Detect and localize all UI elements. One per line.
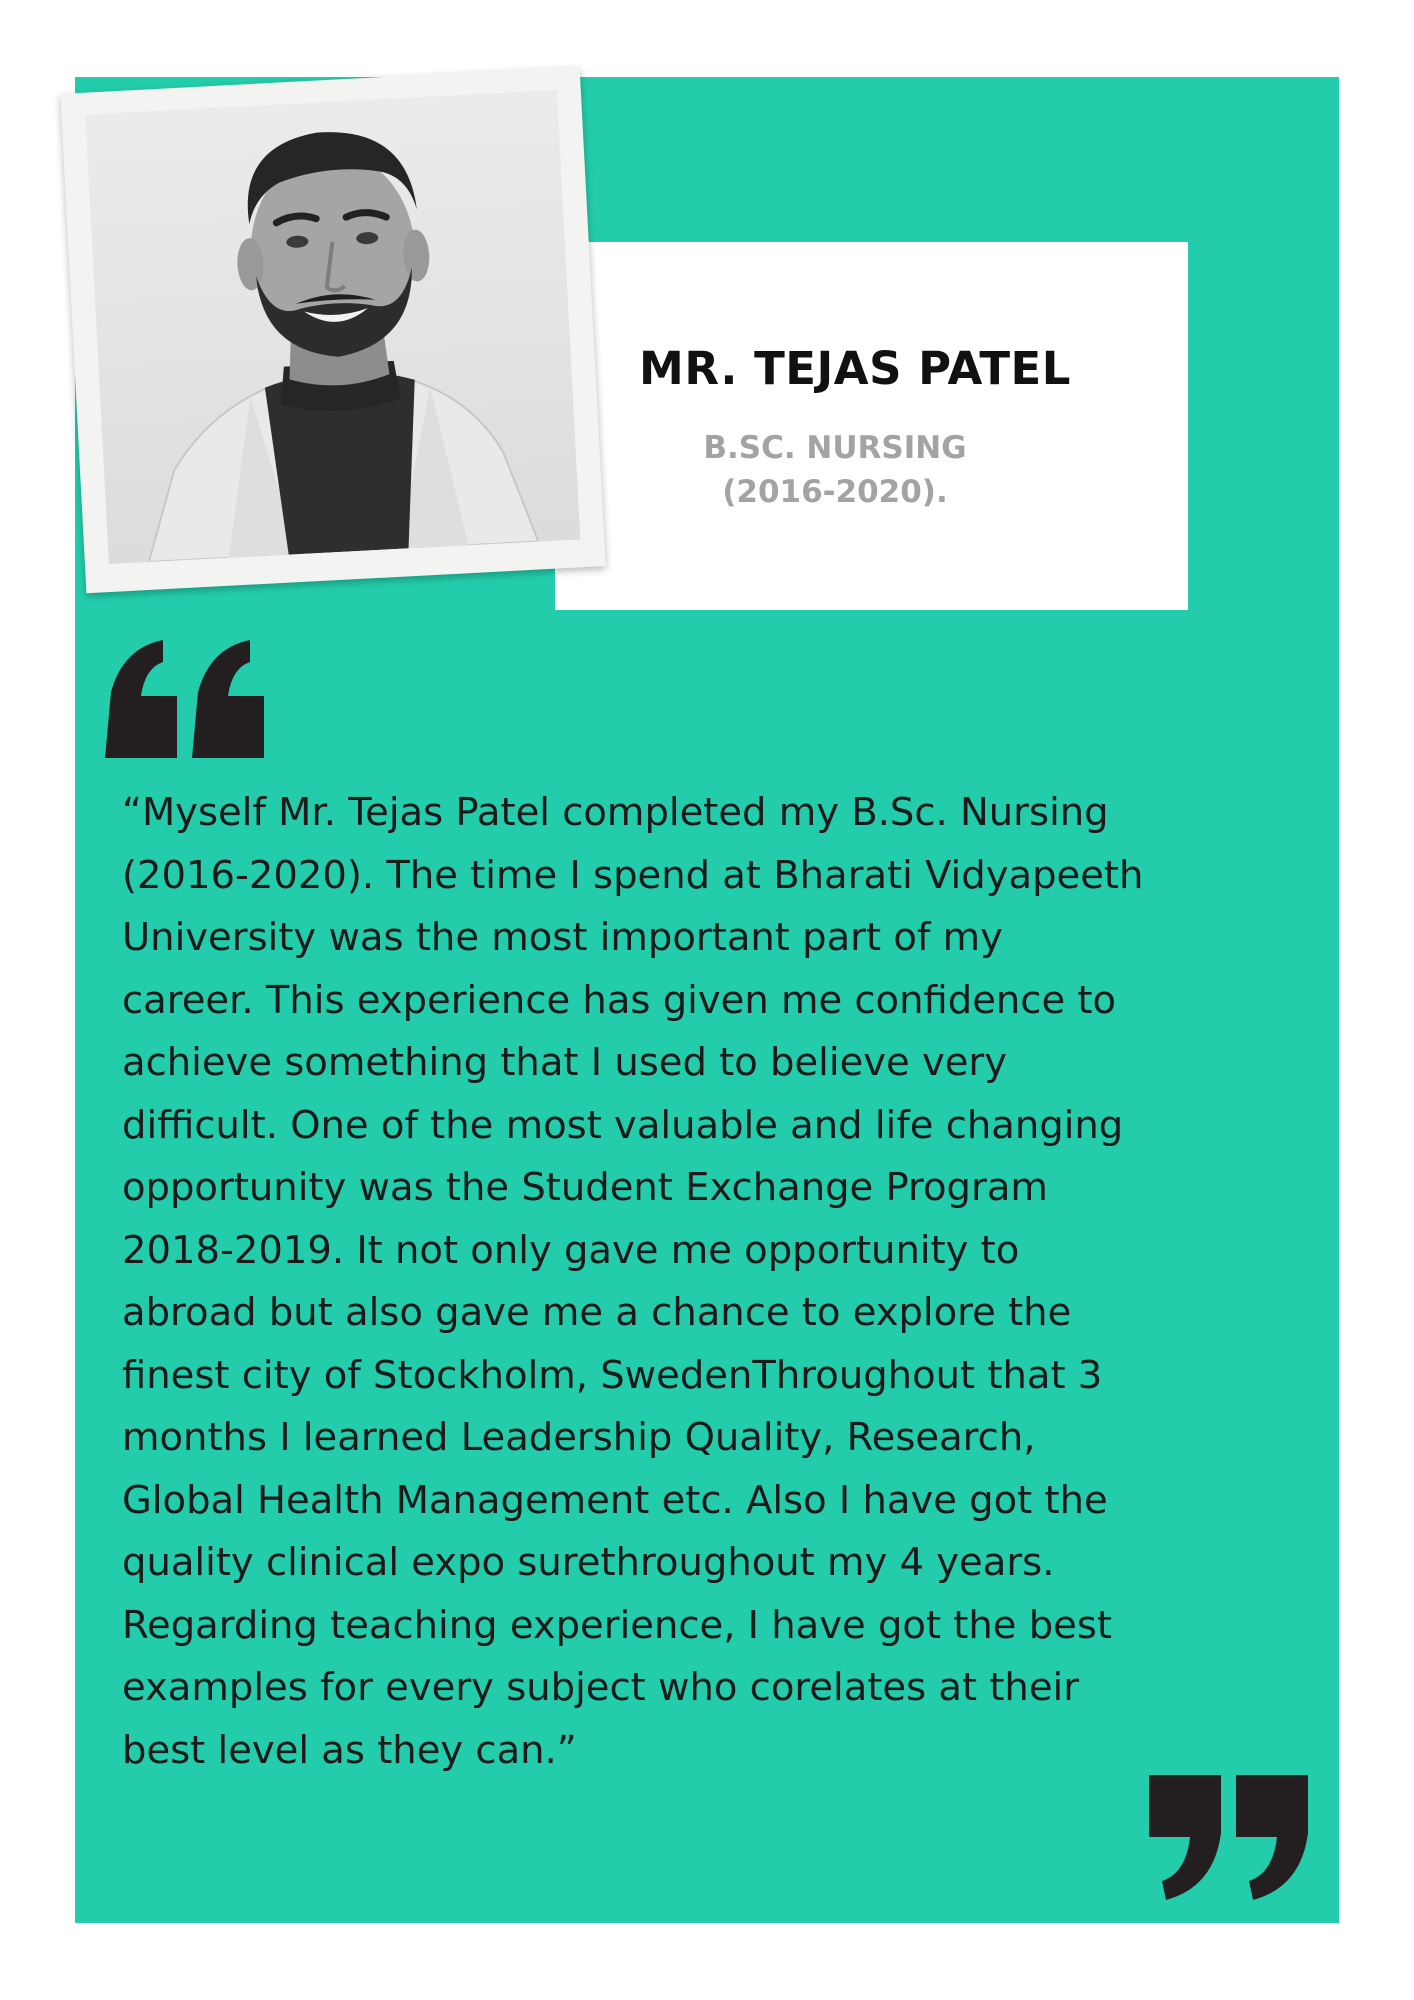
open-quote-icon	[105, 640, 265, 765]
testimonial-text: “Myself Mr. Tejas Patel completed my B.Sc. Nursing (2016-2020). The time I spend at Bharati Vidyapeeth University was the most important part of my career. This experience has given me confidence to achieve something that I used to believe very difficult. One of the most valuable and life changing opportunity was the Student Exchange Program 2018-2019. It not only gave me opportunity to abroad but also gave me a chance to explore the finest city of Stockholm, SwedenThroughout that 3 months I learned Leadership Quality, Research, Global Health Management etc. Also I have got the quality clinical expo surethroughout my 4 years. Regarding teaching experience, I have got the best examples for every subject who corelates at their best level as they can.”	[122, 790, 1144, 1773]
name-panel	[555, 242, 1188, 610]
polaroid-frame	[60, 67, 605, 594]
close-quote-icon	[1148, 1775, 1308, 1900]
program-name: B.SC. NURSING	[703, 430, 967, 466]
program-years: (2016-2020).	[722, 474, 948, 510]
person-photo	[85, 90, 580, 564]
program-info	[555, 426, 1115, 514]
person-name: MR. TEJAS PATEL	[639, 342, 1071, 395]
